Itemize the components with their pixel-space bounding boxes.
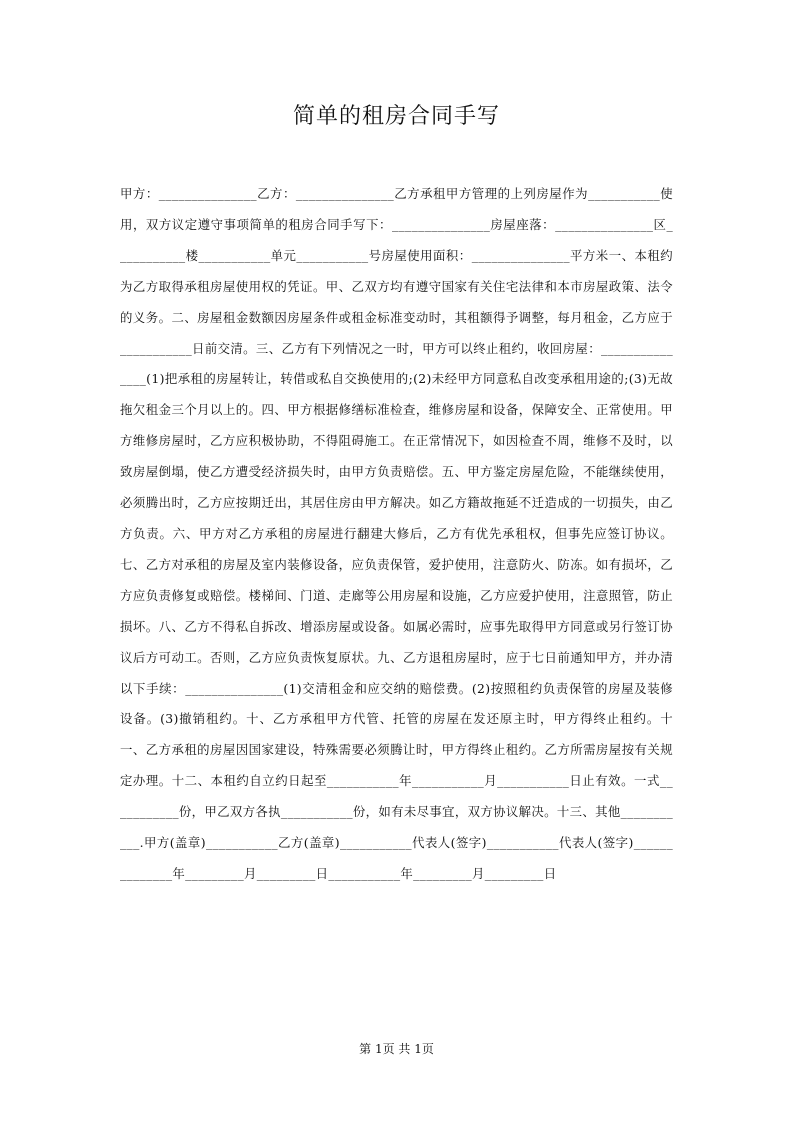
- page-number-footer: 第 1页 共 1页: [359, 1042, 434, 1056]
- contract-body-text: 甲方：_______________乙方：_______________乙方承租甲方管理的上列房屋作为___________使用，双方议定遵守事项简单的租房合同手写下：_______________房屋座落：_______________区___________楼___________单元___________号房屋使用面积：_______________平方米一、本租约为乙方取得承租房屋使用权的凭证。甲、乙双方均有遵守国家有关住宅法律和本市房屋政策、法令的义务。二、房屋租金数额因房屋条件或租金标准变动时，其租额得予调整，每月租金，乙方应于___________日前交清。三、乙方有下列情况之一时，甲方可以终止租约，收回房屋：_______________(1)把承租的房屋转让，转借或私自交换使用的;(2)未经甲方同意私自改变承租用途的;(3)无故拖欠租金三个月以上的。四、甲方根据修缮标准检查，维修房屋和设备，保障安全、正常使用。甲方维修房屋时，乙方应积极协助，不得阻碍施工。在正常情况下，如因检查不周，维修不及时，以致房屋倒塌，使乙方遭受经济损失时，由甲方负责赔偿。五、甲方鉴定房屋危险，不能继续使用，必须腾出时，乙方应按期迁出，其居住房由甲方解决。如乙方籍故拖延不迁造成的一切损失，由乙方负责。六、甲方对乙方承租的房屋进行翻建大修后，乙方有优先承租权，但事先应签订协议。七、乙方对承租的房屋及室内装修设备，应负责保管，爱护使用，注意防火、防冻。如有损坏，乙方应负责修复或赔偿。楼梯间、门道、走廊等公用房屋和设施，乙方应爱护使用，注意照管，防止损坏。八、乙方不得私自拆改、增添房屋或设备。如属必需时，应事先取得甲方同意或另行签订协议后方可动工。否则，乙方应负责恢复原状。九、乙方退租房屋时，应于七日前通知甲方，并办清以下手续：_______________(1)交清租金和应交纳的赔偿费。(2)按照租约负责保管的房屋及装修设备。(3)撤销租约。十、乙方承租甲方代管、托管的房屋在发还原主时，甲方得终止租约。十一、乙方承租的房屋因国家建设，特殊需要必须腾让时，甲方得终止租约。乙方所需房屋按有关规定办理。十二、本租约自立约日起至___________年___________月___________日止有效。一式___________份，甲乙双方各执___________份，如有未尽事宜，双方协议解决。十三、其他___________.甲方(盖章)___________乙方(盖章)___________代表人(签字)___________代表人(签字)______________年_________月_________日___________年_________月_________日: [120, 186, 673, 881]
- document-title: 简单的租房合同手写: [292, 104, 500, 129]
